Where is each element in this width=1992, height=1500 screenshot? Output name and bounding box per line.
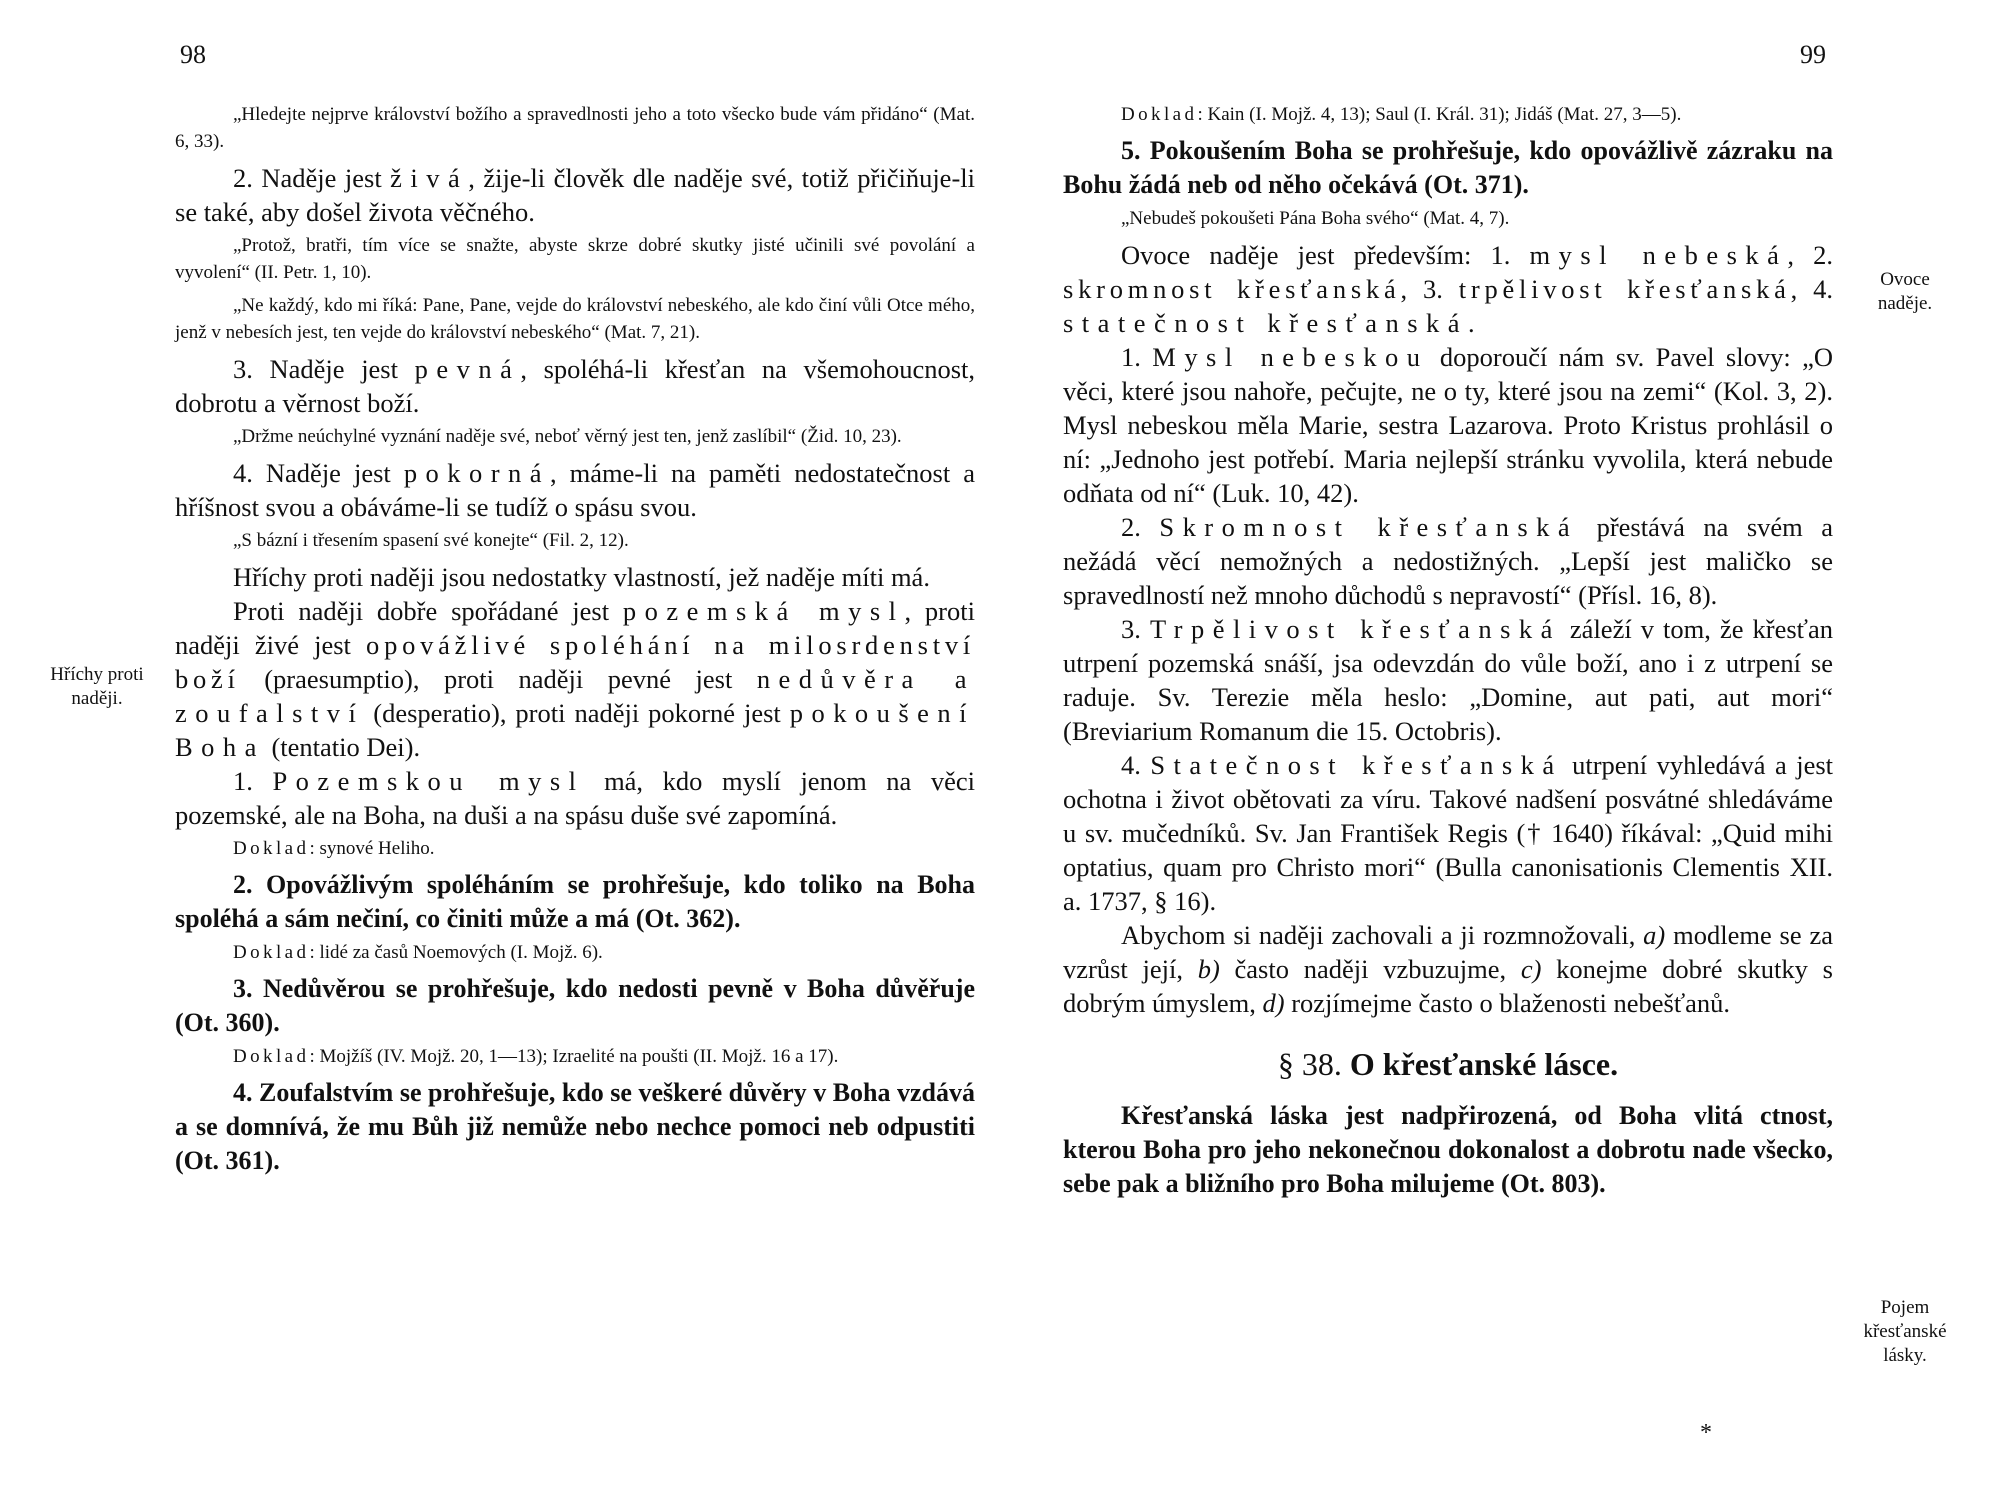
margin-note-fruits-of-hope xyxy=(1855,268,1955,316)
section-title: O křesťanské lásce. xyxy=(1349,1046,1619,1082)
bold-paragraph-definition-love: Křesťanská láska jest nadpřirozená, od Boha vlitá ctnost, kterou Boha pro jeho nekonečnou dokonalost a dobrotu nade všecko, sebe pak a bližního pro Boha milujeme (Ot. 803). xyxy=(1063,1101,1833,1198)
left-page-text xyxy=(175,98,975,1178)
paragraph-patience: 3. Trpělivost křesťanská záleží v tom, že křesťan utrpení pozemská snáší, jsa odevzdán do vůle boží, ano i z utrpení se raduje. Sv. Terezie měla heslo: „Domine, aut pati, aut mori“ (Breviarium Romanum die 15. Octobris). xyxy=(1063,614,1834,746)
margin-note-line: Pojem xyxy=(1880,1297,1930,1318)
proof-note: Doklad: lidé za časů Noemových (I. Mojž. 6). xyxy=(233,942,603,963)
margin-note-line: Ovoce xyxy=(1880,269,1930,290)
margin-note-line: křesťanské xyxy=(1863,1321,1947,1342)
proof-note: Doklad: synové Heliho. xyxy=(233,838,435,859)
citation: „Nebudeš pokoušeti Pána Boha svého“ (Mat. 4, 7). xyxy=(1121,208,1510,229)
page-number-left: 98 xyxy=(180,40,206,69)
margin-note-sins-against-hope xyxy=(22,663,172,711)
paragraph-heavenly-mind: 1. Mysl nebeskou doporoučí nám sv. Pavel slovy: „O věci, které jsou nahoře, pečujte, ne o ty, které jsou na zemi“ (Kol. 3, 2). Mysl nebeskou měla Marie, sestra Lazarova. Proto Kristus prohlásil o ní: „Jednoho jest potřebí. Maria nejlepší stránku vyvolila, která nebude odňata od ní“ (Luk. 10, 42). xyxy=(1063,342,1833,508)
right-page-text xyxy=(1063,98,1833,1201)
paragraph-hope-firm: 3. Naděje jest pevná, spoléhá-li křesťan na všemohoucnost, dobrotu a věrnost boží. xyxy=(175,354,976,418)
paragraph-sins-list: Proti naději dobře spořádané jest pozemská mysl, proti naději živé jest opovážlivé spoléhání na milosrdenství boží (praesumptio), proti naději pevné jest nedůvěra a zoufalství (desperatio), proti naději pokorné jest pokoušení Boha (tentatio Dei). xyxy=(175,596,975,762)
margin-note-concept-of-love xyxy=(1845,1296,1965,1368)
margin-note-line: lásky. xyxy=(1883,1345,1927,1366)
citation: „S bázní i třesením spasení své konejte“ (Fil. 2, 12). xyxy=(233,530,629,551)
section-heading xyxy=(1063,1046,1833,1083)
bold-paragraph-despair: 4. Zoufalstvím se prohřešuje, kdo se veškeré důvěry v Boha vzdává a se domnívá, že mu Bůh již nemůže nebo nechce pomoci neb odpustiti (Ot. 361). xyxy=(175,1078,975,1175)
bold-paragraph-presumption: 2. Opovážlivým spoléháním se prohřešuje, kdo toliko na Boha spoléhá a sám nečiní, co činiti může a má (Ot. 362). xyxy=(175,870,975,933)
section-number: § 38. xyxy=(1277,1046,1342,1082)
margin-note-line: naději. xyxy=(71,688,123,709)
paragraph-hope-humble: 4. Naděje jest pokorná, máme-li na paměti nedostatečnost a hříšnost svou a obáváme-li se tudíž o spásu svou. xyxy=(175,458,975,522)
bold-paragraph-distrust: 3. Nedůvěrou se prohřešuje, kdo nedosti pevně v Boha důvěřuje (Ot. 360). xyxy=(175,974,975,1037)
citation: „Protož, bratři, tím více se snažte, abyste skrze dobré skutky jisté učinili své povolání a vyvolení“ (II. Petr. 1, 10). xyxy=(175,235,975,283)
page-number-right: 99 xyxy=(1800,40,1826,69)
paragraph-fortitude: 4. Statečnost křesťanská utrpení vyhledává a jest ochotna i život obětovati za víru. Takové nadšení posvátné shledáváme u sv. mučedníků. Sv. Jan František Regis († 1640) říkával: „Quid mihi optatius, quam pro Christo mori“ (Bulla canonisationis Clementis XII. a. 1737, § 16). xyxy=(1063,750,1834,916)
paragraph-earthly-mind: 1. Pozemskou mysl má, kdo myslí jenom na věci pozemské, ale na Boha, na duši a na spásu duše své zapomíná. xyxy=(175,766,975,830)
paragraph-sins-definition: Hříchy proti naději jsou nedostatky vlastností, jež naděje míti má. xyxy=(233,562,930,592)
citation: „Hledejte nejprve království božího a spravedlnosti jeho a toto všecko bude vám přidáno“ (Mat. 6, 33). xyxy=(175,104,975,152)
paragraph-keeping-hope: Abychom si naději zachovali a ji rozmnožovali, a) modleme se za vzrůst její, b) často naději vzbuzujme, c) konejme dobré skutky s dobrým úmyslem, d) rozjímejme často o blaženosti nebešťanů. xyxy=(1063,920,1833,1018)
paragraph-modesty: 2. Skromnost křesťanská přestává na svém a nežádá věcí nemožných a nedostižných. „Lepší jest maličko se spravedlností než mnoho důchodů s nepravostí“ (Přísl. 16, 8). xyxy=(1063,512,1834,610)
footnote-star: * xyxy=(1700,1420,1712,1446)
margin-note-line: naděje. xyxy=(1877,293,1933,314)
citation: „Držme neúchylné vyznání naděje své, neboť věrný jest ten, jenž zaslíbil“ (Žid. 10, 23). xyxy=(233,426,902,447)
bold-paragraph-tempting-god: 5. Pokoušením Boha se prohřešuje, kdo opovážlivě zázraku na Bohu žádá neb od něho očekává (Ot. 371). xyxy=(1063,136,1833,199)
proof-note: Doklad: Mojžíš (IV. Mojž. 20, 1—13); Izraelité na poušti (II. Mojž. 16 a 17). xyxy=(233,1046,839,1067)
paragraph-hope-living: 2. Naděje jest živá, žije-li člověk dle naděje své, totiž přičiňuje-li se také, aby došel života věčného. xyxy=(175,163,975,227)
proof-note: Doklad: Kain (I. Mojž. 4, 13); Saul (I. Král. 31); Jidáš (Mat. 27, 3—5). xyxy=(1121,104,1682,125)
citation: „Ne každý, kdo mi říká: Pane, Pane, vejde do království nebeského, ale kdo činí vůli Otce mého, jenž v nebesích jest, ten vejde do království nebeského“ (Mat. 7, 21). xyxy=(175,295,975,343)
paragraph-fruits-of-hope: Ovoce naděje jest především: 1. mysl nebeská, 2. skromnost křesťanská, 3. trpělivost křesťanská, 4. statečnost křesťanská. xyxy=(1063,240,1834,338)
margin-note-line: Hříchy proti xyxy=(50,664,144,685)
